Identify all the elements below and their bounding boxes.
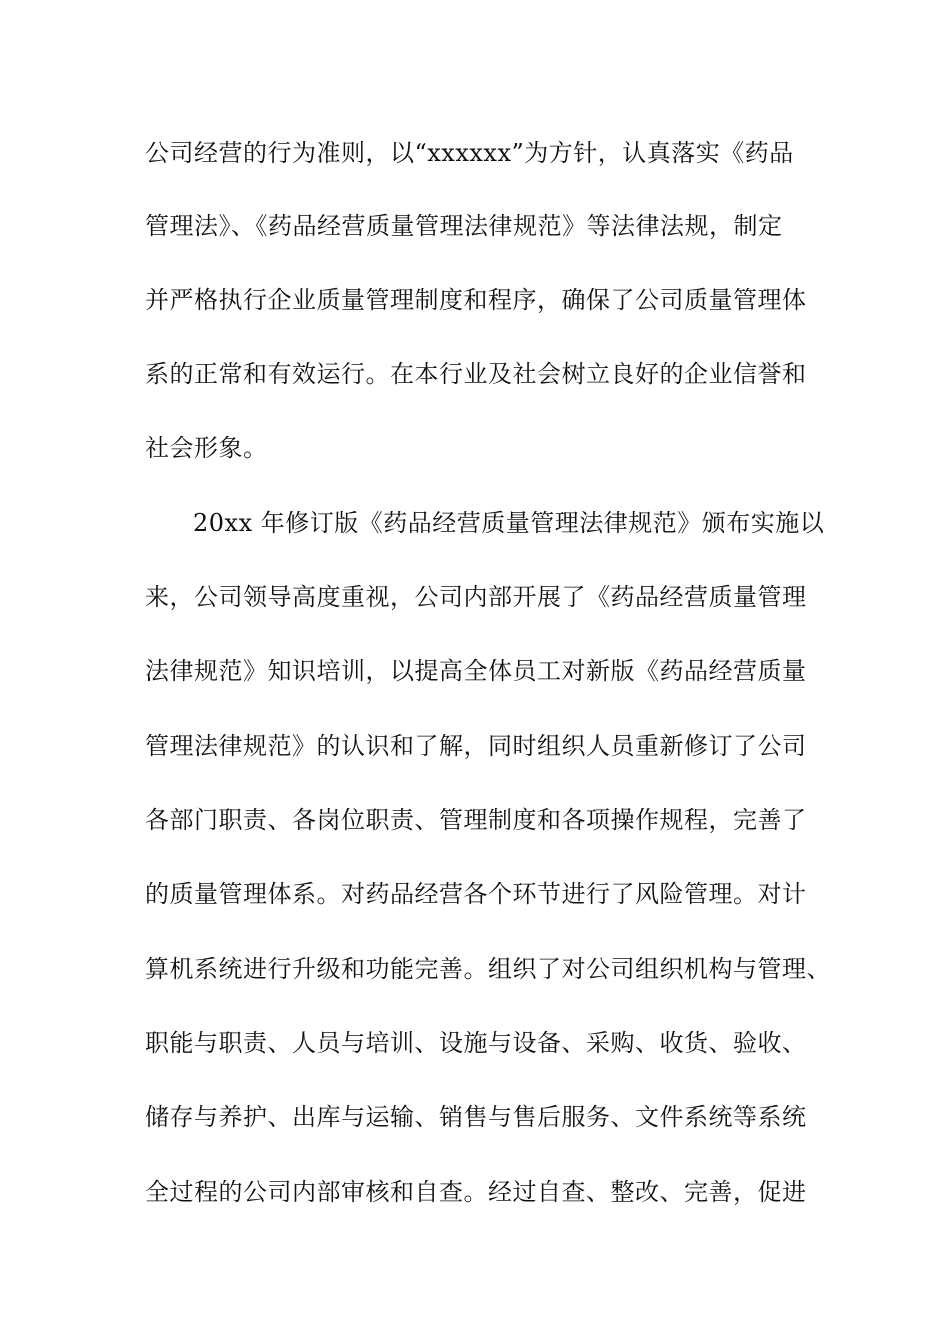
text-line: 社会形象。 bbox=[145, 434, 268, 462]
text-line: 并严格执行企业质量管理制度和程序，确保了公司质量管理体 bbox=[145, 286, 807, 314]
text-line: 的质量管理体系。对药品经营各个环节进行了风险管理。对计 bbox=[145, 880, 807, 908]
text-line: 全过程的公司内部审核和自查。经过自查、整改、完善，促进 bbox=[145, 1178, 807, 1206]
text-line: 管理法》、《药品经营质量管理法律规范》等法律法规，制定 bbox=[145, 212, 783, 240]
text-line: 20xx 年修订版《药品经营质量管理法律规范》颁布实施以 bbox=[193, 509, 825, 537]
text-line: 职能与职责、人员与培训、设施与设备、采购、收货、验收、 bbox=[145, 1029, 807, 1057]
text-line: 公司经营的行为准则，以“xxxxxx”为方针，认真落实《药品 bbox=[145, 139, 794, 167]
text-line: 系的正常和有效运行。在本行业及社会树立良好的企业信誉和 bbox=[145, 360, 807, 388]
text-line: 各部门职责、各岗位职责、管理制度和各项操作规程，完善了 bbox=[145, 806, 807, 834]
text-line: 算机系统进行升级和功能完善。组织了对公司组织机构与管理、 bbox=[145, 955, 831, 983]
text-line: 管理法律规范》的认识和了解，同时组织人员重新修订了公司 bbox=[145, 732, 807, 760]
text-line: 储存与养护、出库与运输、销售与售后服务、文件系统等系统 bbox=[145, 1103, 807, 1131]
text-line: 法律规范》知识培训，以提高全体员工对新版《药品经营质量 bbox=[145, 657, 807, 685]
text-line: 来，公司领导高度重视，公司内部开展了《药品经营质量管理 bbox=[145, 583, 807, 611]
